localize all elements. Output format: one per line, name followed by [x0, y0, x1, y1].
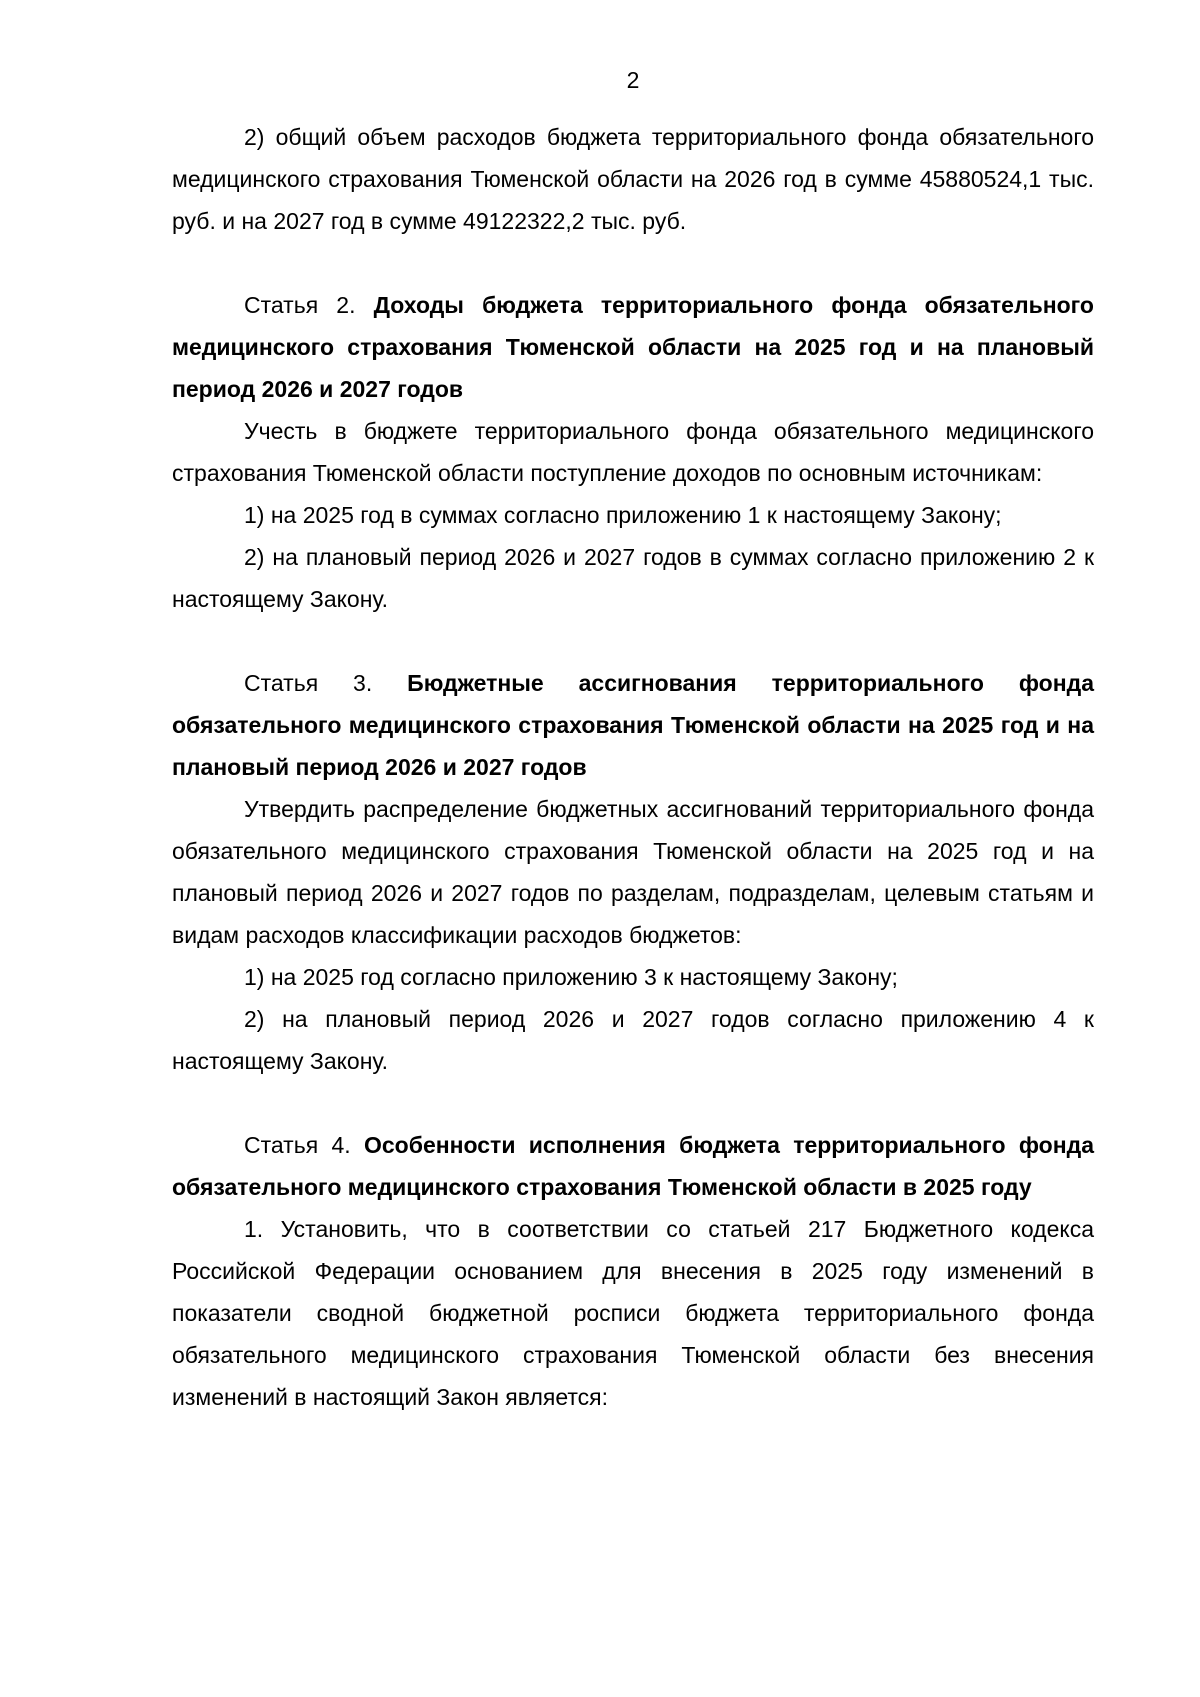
article-2-paragraph-1: Учесть в бюджете территориального фонда обязательного медицинского страхования Тюменской области поступление доходов по основным источникам: — [172, 418, 1094, 486]
article-2 — [172, 284, 1094, 620]
article-3-lead: Статья 3. — [244, 670, 408, 696]
document-content — [172, 116, 1094, 1418]
article-3 — [172, 662, 1094, 1082]
article-3-title: Бюджетные ассигнования территориального фонда обязательного медицинского страхования Тюменской области на 2025 год и на плановый период 2026 и 2027 годов — [172, 670, 1095, 780]
article-2-heading — [172, 284, 1094, 410]
article-3-heading — [172, 662, 1094, 788]
article-4 — [172, 1124, 1094, 1418]
article-4-lead: Статья 4. — [244, 1132, 364, 1158]
article-3-paragraph-1: Утвердить распределение бюджетных ассигнований территориального фонда обязательного медицинского страхования Тюменской области на 2025 год и на плановый период 2026 и 2027 годов по разделам, подразделам, целевым статьям и видам расходов классификации расходов бюджетов: — [172, 796, 1094, 948]
article-3-paragraph-3: 2) на плановый период 2026 и 2027 годов согласно приложению 4 к настоящему Закону. — [172, 1006, 1094, 1074]
intro-paragraph: 2) общий объем расходов бюджета территориального фонда обязательного медицинского страхования Тюменской области на 2026 год в сумме 45880524,1 тыс. руб. и на 2027 год в сумме 49122322,2 тыс. руб. — [172, 124, 1094, 234]
article-4-title: Особенности исполнения бюджета территориального фонда обязательного медицинского страхования Тюменской области в 2025 году — [172, 1132, 1094, 1200]
page-number: 2 — [626, 67, 640, 93]
article-4-heading — [172, 1124, 1094, 1208]
article-2-paragraph-3: 2) на плановый период 2026 и 2027 годов в суммах согласно приложению 2 к настоящему Закону. — [172, 544, 1094, 612]
article-2-title: Доходы бюджета территориального фонда обязательного медицинского страхования Тюменской области на 2025 год и на плановый период 2026 и 2027 годов — [172, 292, 1094, 402]
article-4-paragraph-1: 1. Установить, что в соответствии со статьей 217 Бюджетного кодекса Российской Федерации основанием для внесения в 2025 году изменений в показатели сводной бюджетной росписи бюджета территориального фонда обязательного медицинского страхования Тюменской области без внесения изменений в настоящий Закон является: — [172, 1216, 1094, 1410]
article-3-paragraph-2: 1) на 2025 год согласно приложению 3 к настоящему Закону; — [244, 964, 898, 990]
article-2-paragraph-2: 1) на 2025 год в суммах согласно приложению 1 к настоящему Закону; — [244, 502, 1002, 528]
document-page — [172, 0, 1094, 1697]
article-2-lead: Статья 2. — [244, 292, 374, 318]
